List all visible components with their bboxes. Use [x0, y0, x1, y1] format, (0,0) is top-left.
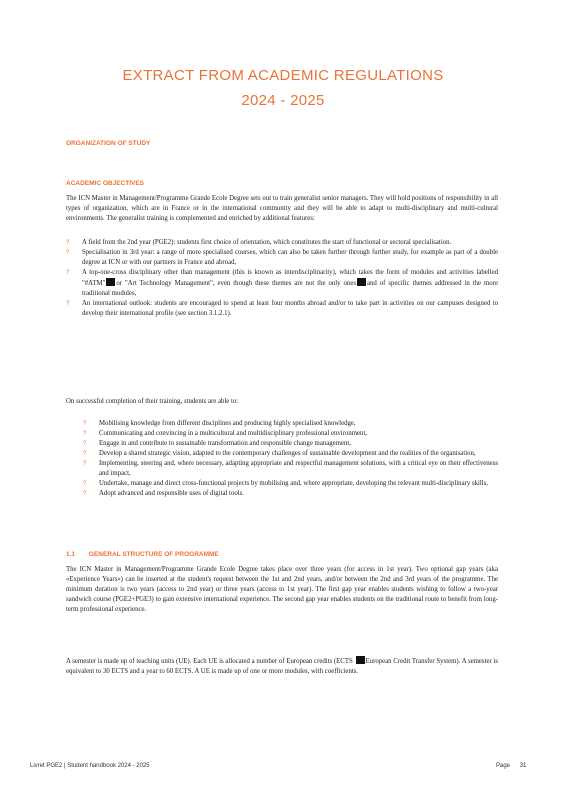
bullet-marker: ?: [83, 451, 87, 457]
section-number: 1.1: [66, 551, 76, 558]
general-structure-paragraph-2: A semester is made up of teaching units (UE). Each UE is allocated a number of European credits (ECTS European Credit Transfer System). A semester is equivalent to 30 ECTS and a year to 60 ECTS. A UE is made up of one or more modules, with coefficients.: [66, 658, 498, 675]
general-structure-paragraph-1: The ICN Master in Management/Programme Grande Ecole Degree takes place over three years (for access in 1st year). Two optional gap years (aka «Experience Years») can be inserted at the student's request between the 1st and 2nd years, and/or between the 2nd and 3rd years of the programme. The minimum duration is two years (access to 2nd year) or three years (access to 1st year). The first gap year enables students wishing to follow a two-year sandwich course (PGE2+PGE3) to gain extensive international experience. The second gap year enables students on the traditional route to benefit from long-term professional experience.: [66, 566, 498, 613]
list-item: ? Mobilising knowledge from different disciplines and producing highly specialised knowledge,: [83, 420, 356, 427]
bullet-marker: ?: [83, 441, 87, 447]
list-item: ? Adopt advanced and responsible uses of digital tools.: [83, 490, 244, 497]
list-item: ? Specialisation in 3rd year: a range of more specialised courses, which can also be taken further through further study, for example as part of a double degree at ICN or with our partners in France and abroad,: [66, 249, 498, 266]
list-item: ? Undertake, manage and direct cross-functional projects by mobilising and, where appropriate, developing the relevant multi-disciplinary skills,: [83, 480, 489, 487]
title-line-1: EXTRACT FROM ACADEMIC REGULATIONS: [122, 67, 444, 84]
section-title: GENERAL STRUCTURE OF PROGRAMME: [88, 551, 219, 558]
bullet-marker: ?: [66, 301, 70, 307]
list-item: ? Implementing, steering and, where necessary, adapting appropriate and respectful management solutions, with a critical eye on their effectiveness and impact,: [83, 460, 498, 477]
section-heading-organization: ORGANIZATION OF STUDY: [66, 140, 151, 147]
completion-intro: On successful completion of their training, students are able to:: [66, 398, 239, 405]
section-heading-objectives: ACADEMIC OBJECTIVES: [66, 180, 145, 187]
bullet-marker: ?: [83, 431, 87, 437]
list-item: ? Develop a shared strategic vision, adapted to the contemporary challenges of sustainable development and the realities of the organisation,: [83, 450, 476, 457]
redaction-block: [106, 278, 115, 286]
objectives-list: [66, 238, 498, 319]
redaction-block: [356, 656, 365, 664]
bullet-marker: ?: [66, 250, 70, 256]
list-item: ? An international outlook: students are encouraged to spend at least four months abroad and/or to take part in activities on our campuses designed to develop their international profile (see section 3.1.2.1).: [66, 300, 498, 317]
redaction-block: [357, 278, 366, 286]
list-item: ? A field from the 2nd year (PGE2): students first choice of orientation, which constitutes the start of functional or sectoral specialisation.: [66, 239, 452, 246]
footer-page-number: [496, 763, 526, 769]
bullet-marker: ?: [83, 421, 87, 427]
bullet-marker: ?: [66, 270, 70, 276]
title-line-2: 2024 - 2025: [241, 92, 325, 109]
bullet-marker: ?: [66, 240, 70, 246]
list-item: ? Engage in and contribute to sustainable transformation and responsible change management,: [83, 440, 351, 447]
footer-left: Livret PGE2 | Student handbook 2024 - 2025: [30, 763, 150, 769]
objectives-intro: The ICN Master in Management/Programme Grande Ecole Degree sets out to train generalist senior managers. They will hold positions of responsibility in all types of organization, which are in France or in the international community and they will be able to adapt to multi-disciplinary and multi-cultural environments. The generalist training is complemented and enriched by additional features:: [66, 195, 498, 222]
completion-list: [83, 419, 498, 499]
bullet-marker: ?: [83, 491, 87, 497]
bullet-marker: ?: [83, 481, 87, 487]
list-item: ? Communicating and convincing in a multicultural and multidisciplinary professional environment,: [83, 430, 368, 437]
page-number: 31: [519, 763, 527, 769]
section-heading-general-structure: [66, 551, 219, 558]
list-item: ? A top-one-cross disciplinary other than management (this is known as interdisciplinarity), which takes the form of modules and activities labelled "#ATM" or "Art Technology Management", even though these themes are not the only ones and of specific themes addressed in the more traditional modules,: [66, 269, 498, 297]
page-label: Page: [496, 763, 511, 769]
bullet-marker: ?: [83, 461, 87, 467]
